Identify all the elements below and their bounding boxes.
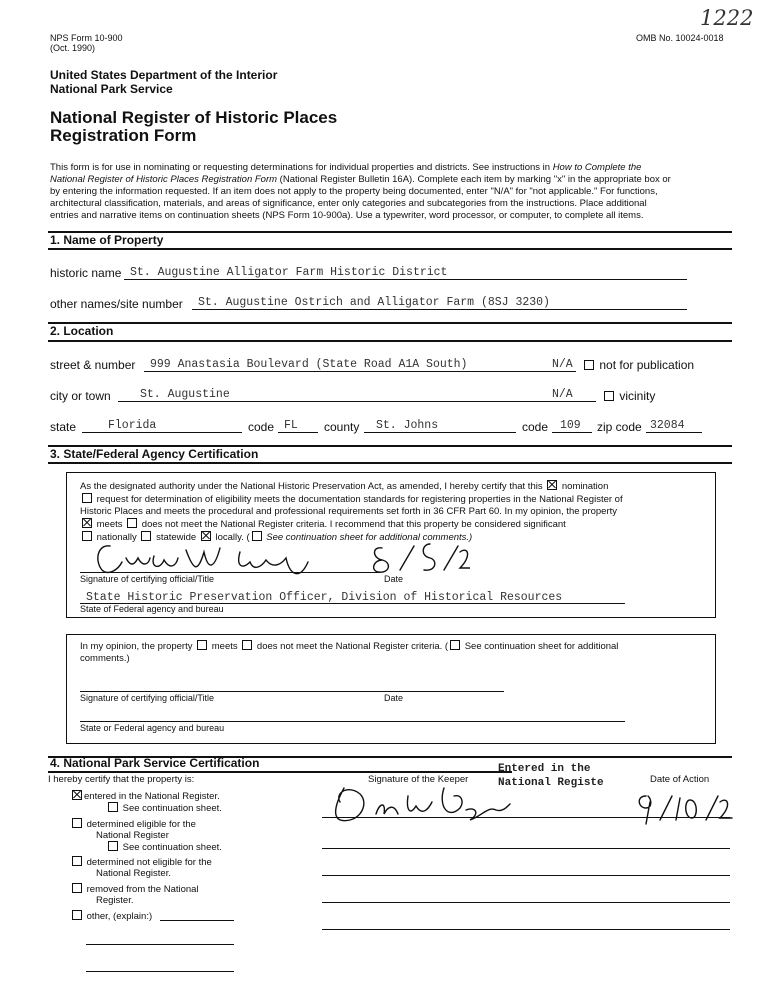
keeper-line <box>322 848 730 849</box>
section-rule <box>48 771 512 773</box>
option-entered-continuation: See continuation sheet. <box>106 802 222 815</box>
state-code-label: code <box>248 420 275 434</box>
section-2-heading: 2. Location <box>50 324 114 338</box>
intro-text: This form is for use in nominating or requesting determinations for individual properties and districts. See instructions in How to Complete the National Register of Historic Places Registration Form (National Register Bulletin 16A). Complete each item by marking "x" in the appropriate box or by entering the information requested. If an item does not apply to the property being documented, enter "N/A" for "not applicable." For functions, architectural classification, materials, and areas of significance, enter only categories and subcategories from the instructions. Place additional entries and narrative items on continuation sheets (NPS Form 10-900a). Use a typewriter, word processor, or computer, to complete all items. <box>50 162 671 221</box>
keeper-line <box>322 902 730 903</box>
agency-label-2: State or Federal agency and bureau <box>80 723 225 733</box>
county-code-label: code <box>522 420 549 434</box>
signature-line <box>80 572 380 573</box>
county-field[interactable]: St. Johns <box>364 418 516 433</box>
form-date: (Oct. 1990) <box>50 43 96 53</box>
handwritten-number: 1222 <box>700 6 754 30</box>
action-date <box>632 790 742 830</box>
option-eligible-continuation: See continuation sheet. <box>106 841 222 854</box>
section-4-heading: 4. National Park Service Certification <box>50 756 260 770</box>
county-code-field[interactable]: 109 <box>552 418 592 433</box>
agency-label: State of Federal agency and bureau <box>80 604 224 614</box>
vicinity: vicinity <box>602 389 655 403</box>
removed-checkbox[interactable] <box>72 883 82 893</box>
keeper-line <box>322 875 730 876</box>
eligible-continuation-checkbox[interactable] <box>108 841 118 851</box>
nomination-checkbox[interactable] <box>547 480 557 490</box>
city-label: city or town <box>50 389 111 403</box>
other-names-label: other names/site number <box>50 297 183 311</box>
zip-label: zip code <box>597 420 642 434</box>
date-label: Date <box>384 574 404 584</box>
certification-text: As the designated authority under the National Historic Preservation Act, as amended, I hereby certify that this nomination request for determination of eligibility meets the documentation standards for registering properties in the National Register of Historic Places and meets the procedural and professional requirements set forth in 36 CFR Part 60. In my opinion, the property meets does not meet the National Register criteria. I recommend that this property be considered significant nationally statewide locally. ( See continuation sheet for additional comments.) <box>80 481 623 543</box>
stamp-line-1: Entered in the <box>498 763 591 775</box>
keeper-signature <box>326 780 516 830</box>
option-eligible: determined eligible for the <box>70 818 196 831</box>
keeper-label: Signature of the Keeper <box>368 774 469 785</box>
section-rule <box>48 462 732 464</box>
option-not-eligible: determined not eligible for the <box>70 856 212 869</box>
street-label: street & number <box>50 358 136 372</box>
agency-value: State Historic Preservation Officer, Division of Historical Resources <box>86 591 563 604</box>
other-explain-line-2[interactable] <box>86 944 234 945</box>
section-1-heading: 1. Name of Property <box>50 233 164 247</box>
option-removed: removed from the National <box>70 883 199 896</box>
date-of-action-label: Date of Action <box>650 774 710 785</box>
not-eligible-checkbox[interactable] <box>72 856 82 866</box>
section-rule <box>48 322 732 324</box>
street-field[interactable]: 999 Anastasia Boulevard (State Road A1A South) N/A <box>144 357 576 372</box>
section-3-heading: 3. State/Federal Agency Certification <box>50 447 259 461</box>
other-explain-line-3[interactable] <box>86 971 234 972</box>
signature-label: Signature of certifying official/Title <box>80 574 215 584</box>
agency-line-2 <box>80 721 625 722</box>
city-field[interactable]: St. Augustine N/A <box>118 387 596 402</box>
historic-name-field[interactable]: St. Augustine Alligator Farm Historic District <box>124 265 687 280</box>
request-checkbox[interactable] <box>82 493 92 503</box>
opinion-continuation-checkbox[interactable] <box>450 640 460 650</box>
form-number: NPS Form 10-900 <box>50 33 123 43</box>
state-code-field[interactable]: FL <box>278 418 318 433</box>
stamp-line-2: National Registe <box>498 777 604 789</box>
state-label: state <box>50 420 77 434</box>
option-removed-line2: Register. <box>96 895 134 906</box>
not-for-publication-checkbox[interactable] <box>584 360 594 370</box>
entered-checkbox[interactable] <box>72 790 82 800</box>
opinion-text: In my opinion, the property meets does not meet the National Register criteria. ( See continuation sheet for additional comments.) <box>80 641 619 664</box>
zip-field[interactable]: 32084 <box>646 418 702 433</box>
other-explain-line[interactable] <box>160 920 234 921</box>
state-field[interactable]: Florida <box>82 418 242 433</box>
historic-name-label: historic name <box>50 266 122 280</box>
department: United States Department of the Interior <box>50 68 278 82</box>
form-title-1: National Register of Historic Places <box>50 108 338 127</box>
does-not-meet-checkbox[interactable] <box>127 518 137 528</box>
opinion-does-not-meet-checkbox[interactable] <box>242 640 252 650</box>
option-not-eligible-line2: National Register. <box>96 868 171 879</box>
certify-statement: I hereby certify that the property is: <box>48 774 195 785</box>
section-rule <box>48 340 732 342</box>
option-eligible-line2: National Register <box>96 830 169 841</box>
option-other: other, (explain:) <box>70 910 152 923</box>
not-for-publication: not for publication <box>582 358 694 372</box>
county-label: county <box>324 420 360 434</box>
meets-checkbox[interactable] <box>82 518 92 528</box>
date-label-2: Date <box>384 693 404 703</box>
opinion-meets-checkbox[interactable] <box>197 640 207 650</box>
omb-number: OMB No. 10024-0018 <box>636 33 724 43</box>
vicinity-checkbox[interactable] <box>604 391 614 401</box>
keeper-line <box>322 929 730 930</box>
signature-date <box>360 540 470 580</box>
form-title-2: Registration Form <box>50 126 197 145</box>
other-names-field[interactable]: St. Augustine Ostrich and Alligator Farm (8SJ 3230) <box>192 295 687 310</box>
section-rule <box>48 248 732 250</box>
option-entered: entered in the National Register. <box>70 790 220 803</box>
entered-continuation-checkbox[interactable] <box>108 802 118 812</box>
eligible-checkbox[interactable] <box>72 818 82 828</box>
keeper-line <box>322 817 730 818</box>
service: National Park Service <box>50 82 173 96</box>
signature-line-2 <box>80 691 504 692</box>
other-checkbox[interactable] <box>72 910 82 920</box>
signature-label-2: Signature of certifying official/Title <box>80 693 215 703</box>
